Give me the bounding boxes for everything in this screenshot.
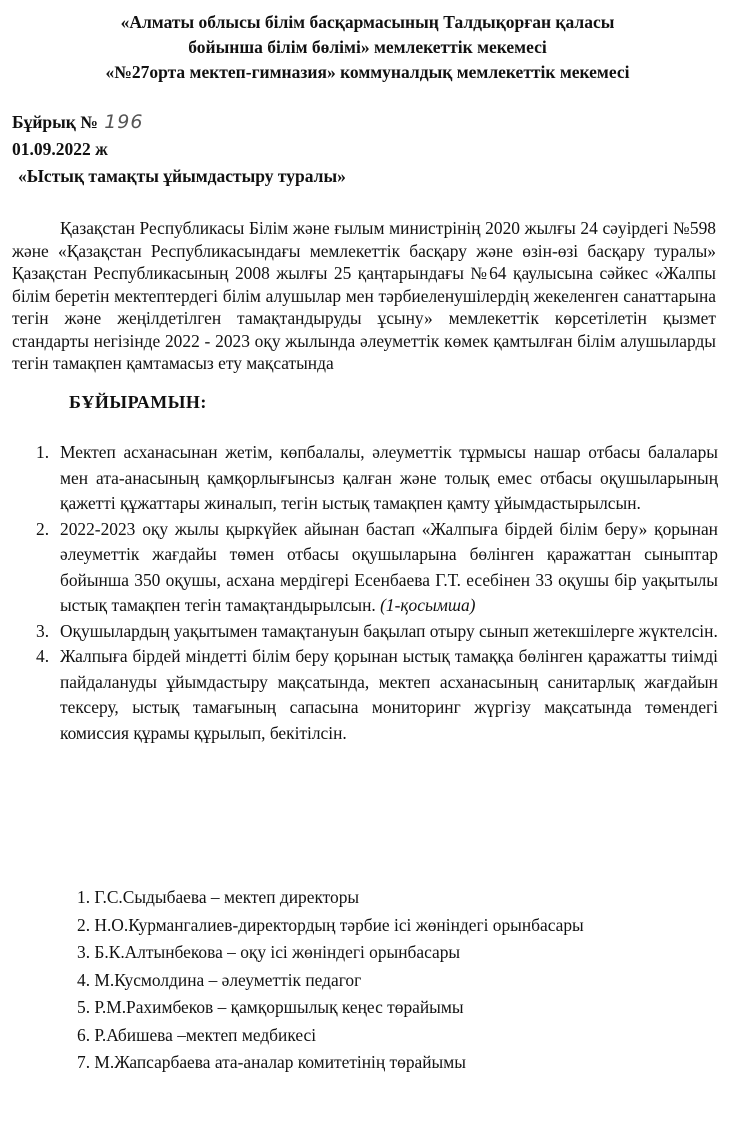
order-items-list [12, 440, 718, 746]
command-heading: БҰЙЫРАМЫН: [69, 392, 207, 412]
commission-member: 2. Н.О.Курмангалиев-директордың тәрбие ісі жөніндегі орынбасары [77, 914, 584, 935]
item-number: 2. [36, 518, 50, 539]
header-line-3: «№27орта мектеп-гимназия» коммуналдық мемлекеттік мекемесі [105, 62, 630, 82]
header-line-1: «Алматы облысы білім басқармасының Талдықорған қаласы [120, 12, 615, 32]
order-item [12, 644, 718, 746]
item-note: (1-қосымша) [380, 595, 476, 615]
item-text: Оқушылардың уақытымен тамақтануын бақылап отыру сынып жетекшілерге жүктелсін. [60, 620, 718, 641]
item-text: Жалпыға бірдей міндетті білім беру қорынан ыстық тамаққа бөлінген қаражатты тиімді пайдалануды ұйымдастыру мақсатында, мектеп асханасының санитарлық жағдайын тексеру, ыстық тамағының сапасына мониторинг жүргізу мақсатында төмендегі комиссия құрамы құрылып, бекітілсін. [60, 646, 718, 743]
order-title [12, 109, 346, 136]
order-date: 01.09.2022 ж [12, 139, 108, 159]
preamble-paragraph: Қазақстан Республикасы Білім және ғылым министрінің 2020 жылғы 24 сәуірдегі №598 және «Қазақстан Республикасындағы мемлекеттік басқару және өзін-өзі басқару туралы» Қазақстан Республикасының 2008 жылғы 25 қаңтарындағы №64 қаулысына сәйкес «Жалпы білім беретін мектептердегі білім алушылар мен тәрбиеленушілердің жекеленген санаттарына тегін және жеңілдетілген тамақтандыруды ұсыну» мемлекеттік көрсетілетін қызмет стандарты негізінде 2022 - 2023 оқу жылында әлеуметтік көмек қамтылған білім алушыларды тегін тамақпен қамтамасыз ету мақсатында [12, 218, 716, 373]
item-number: 4. [36, 646, 50, 666]
commission-members-list [77, 884, 697, 1077]
order-meta [12, 109, 346, 190]
order-label: Бұйрық № [12, 112, 98, 132]
commission-member: 5. Р.М.Рахимбеков – қамқоршылық кеңес төрайымы [77, 997, 464, 1017]
order-item [12, 517, 718, 619]
order-item [12, 619, 718, 645]
item-text: Мектеп асханасынан жетім, көпбалалы, әлеуметтік тұрмысы нашар отбасы балалары мен ата-анасының қамқорлығынсыз қалған және толық емес отбасы оқушыларының қажетті құжаттары жиналып, тегін ыстық тамақпен қамту ұйымдастырылсын. [60, 442, 718, 513]
header-line-2: бойынша білім бөлімі» мемлекеттік мекемесі [188, 37, 547, 57]
item-text: 2022-2023 оқу жылы қыркүйек айынан бастап «Жалпыға бірдей білім беру» қорынан әлеуметтік жағдайы төмен отбасы оқушыларына бөлінген қаражаттан сыныптар бойынша 350 оқушы, асхана мердігері Есенбаева Г.Т. есебінен 33 оқушы бір уақытылы ыстық тамақпен тегін тамақтандырылсын. [60, 518, 718, 615]
commission-member: 1. Г.С.Сыдыбаева – мектеп директоры [77, 887, 360, 907]
commission-member: 4. М.Кусмолдина – әлеуметтік педагог [77, 969, 362, 990]
order-item [12, 440, 718, 517]
order-subject: «Ыстық тамақты ұйымдастыру туралы» [18, 166, 346, 186]
commission-member: 3. Б.К.Алтынбекова – оқу ісі жөніндегі орынбасары [77, 942, 461, 962]
commission-member: 6. Р.Абишева –мектеп медбикесі [77, 1024, 317, 1045]
item-number: 3. [36, 620, 50, 641]
item-number: 1. [36, 442, 50, 462]
institution-header [0, 10, 735, 85]
order-number: 196 [104, 111, 144, 133]
commission-member: 7. М.Жапсарбаева ата-аналар комитетінің төрайымы [77, 1052, 466, 1072]
